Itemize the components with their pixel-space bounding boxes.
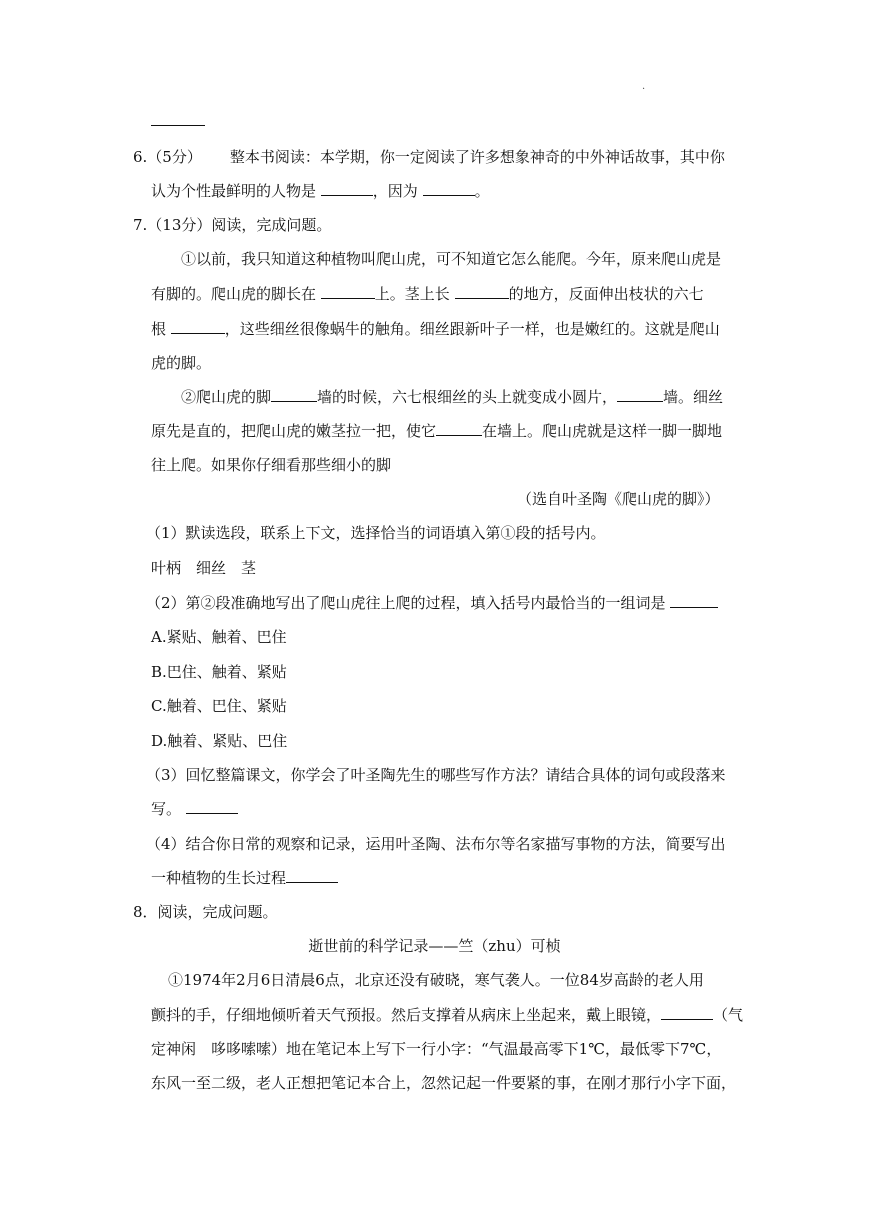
question-6-label: 6.（5分） <box>133 148 202 166</box>
article-title: 逝世前的科学记录——竺（zhu）可桢 <box>308 937 561 955</box>
answer-blank-character[interactable] <box>321 181 373 196</box>
question-7-label: 7.（13分）阅读，完成问题。 <box>133 216 332 234</box>
article-line-1: ①1974年2月6日清晨6点，北京还没有破晓，寒气袭人。一位84岁高龄的老人用 <box>168 971 704 989</box>
sub-question-1-words: 叶柄 细丝 茎 <box>151 559 257 577</box>
answer-blank-sub2[interactable] <box>670 593 718 608</box>
article-line-3: 定神闲 哆哆嗦嗦）地在笔记本上写下一行小字：“气温最高零下1℃，最低零下7℃， <box>151 1040 722 1058</box>
sub-question-4-line-2: 一种植物的生长过程 <box>151 867 338 889</box>
question-6-line-2: 认为个性最鲜明的人物是 ，因为 。 <box>151 182 490 200</box>
option-d[interactable]: D.触着、紧贴、巴住 <box>151 732 288 750</box>
answer-blank-p1-2[interactable] <box>455 284 509 299</box>
answer-blank-p2-1[interactable] <box>271 387 317 402</box>
sub-question-3-line-1: （3）回忆整篇课文，你学会了叶圣陶先生的哪些写作方法？请结合具体的词句或段落来 <box>146 766 726 784</box>
sub-question-1: （1）默读选段，联系上下文，选择恰当的词语填入第①段的括号内。 <box>146 524 606 542</box>
option-c[interactable]: C.触着、巴住、紧贴 <box>151 697 287 715</box>
passage-2-line-2: 原先是直的，把爬山虎的嫩茎拉一把，使它 在墙上。爬山虎就是这样一脚一脚地 <box>151 422 723 440</box>
answer-blank-p1-1[interactable] <box>321 284 375 299</box>
question-6-line-1: 6.（5分） 整本书阅读：本学期，你一定阅读了许多想象神奇的中外神话故事，其中你 <box>133 148 725 166</box>
sub-question-2: （2）第②段准确地写出了爬山虎往上爬的过程，填入括号内最恰当的一组词是 <box>146 592 718 614</box>
passage-1-line-2: 有脚的。爬山虎的脚长在 上。茎上长 的地方，反面伸出枝状的六七 <box>151 285 704 303</box>
answer-blank-previous[interactable] <box>151 110 205 132</box>
passage-1-line-3: 根 ，这些细丝很像蜗牛的触角。细丝跟新叶子一样，也是嫩红的。这就是爬山 <box>151 320 720 338</box>
passage-1-line-4: 虎的脚。 <box>151 354 212 372</box>
page-mark: · <box>642 84 646 95</box>
passage-2-line-1: ②爬山虎的脚 墙的时候，六七根细丝的头上就变成小圆片， 墙。细丝 <box>181 388 724 406</box>
passage-2-line-3: 往上爬。如果你仔细看那些细小的脚 <box>151 456 392 474</box>
article-line-2: 颤抖的手，仔细地倾听着天气预报。然后支撑着从病床上坐起来，戴上眼镜， （气 <box>151 1006 744 1024</box>
sub-question-3-line-2: 写。 <box>151 798 238 820</box>
answer-blank-sub3[interactable] <box>186 799 238 814</box>
sub-question-4-line-1: （4）结合你日常的观察和记录，运用叶圣陶、法布尔等名家描写事物的方法，简要写出 <box>146 835 726 853</box>
option-b[interactable]: B.巴住、触着、紧贴 <box>151 663 287 681</box>
answer-blank-article[interactable] <box>661 1005 713 1020</box>
passage-source: （选自叶圣陶《爬山虎的脚》） <box>517 490 720 508</box>
option-a[interactable]: A.紧贴、触着、巴住 <box>151 628 287 646</box>
answer-blank-p2-2[interactable] <box>617 387 663 402</box>
answer-blank-reason[interactable] <box>423 181 475 196</box>
question-8-label: 8．阅读，完成问题。 <box>133 903 278 921</box>
article-line-4: 东风一至二级，老人正想把笔记本合上，忽然记起一件要紧的事，在刚才那行小字下面， <box>151 1074 737 1092</box>
answer-blank-p1-3[interactable] <box>171 319 225 334</box>
passage-1-line-1: ①以前，我只知道这种植物叫爬山虎，可不知道它怎么能爬。今年，原来爬山虎是 <box>181 250 722 268</box>
answer-blank-p2-3[interactable] <box>436 421 482 436</box>
answer-blank-sub4[interactable] <box>286 868 338 883</box>
